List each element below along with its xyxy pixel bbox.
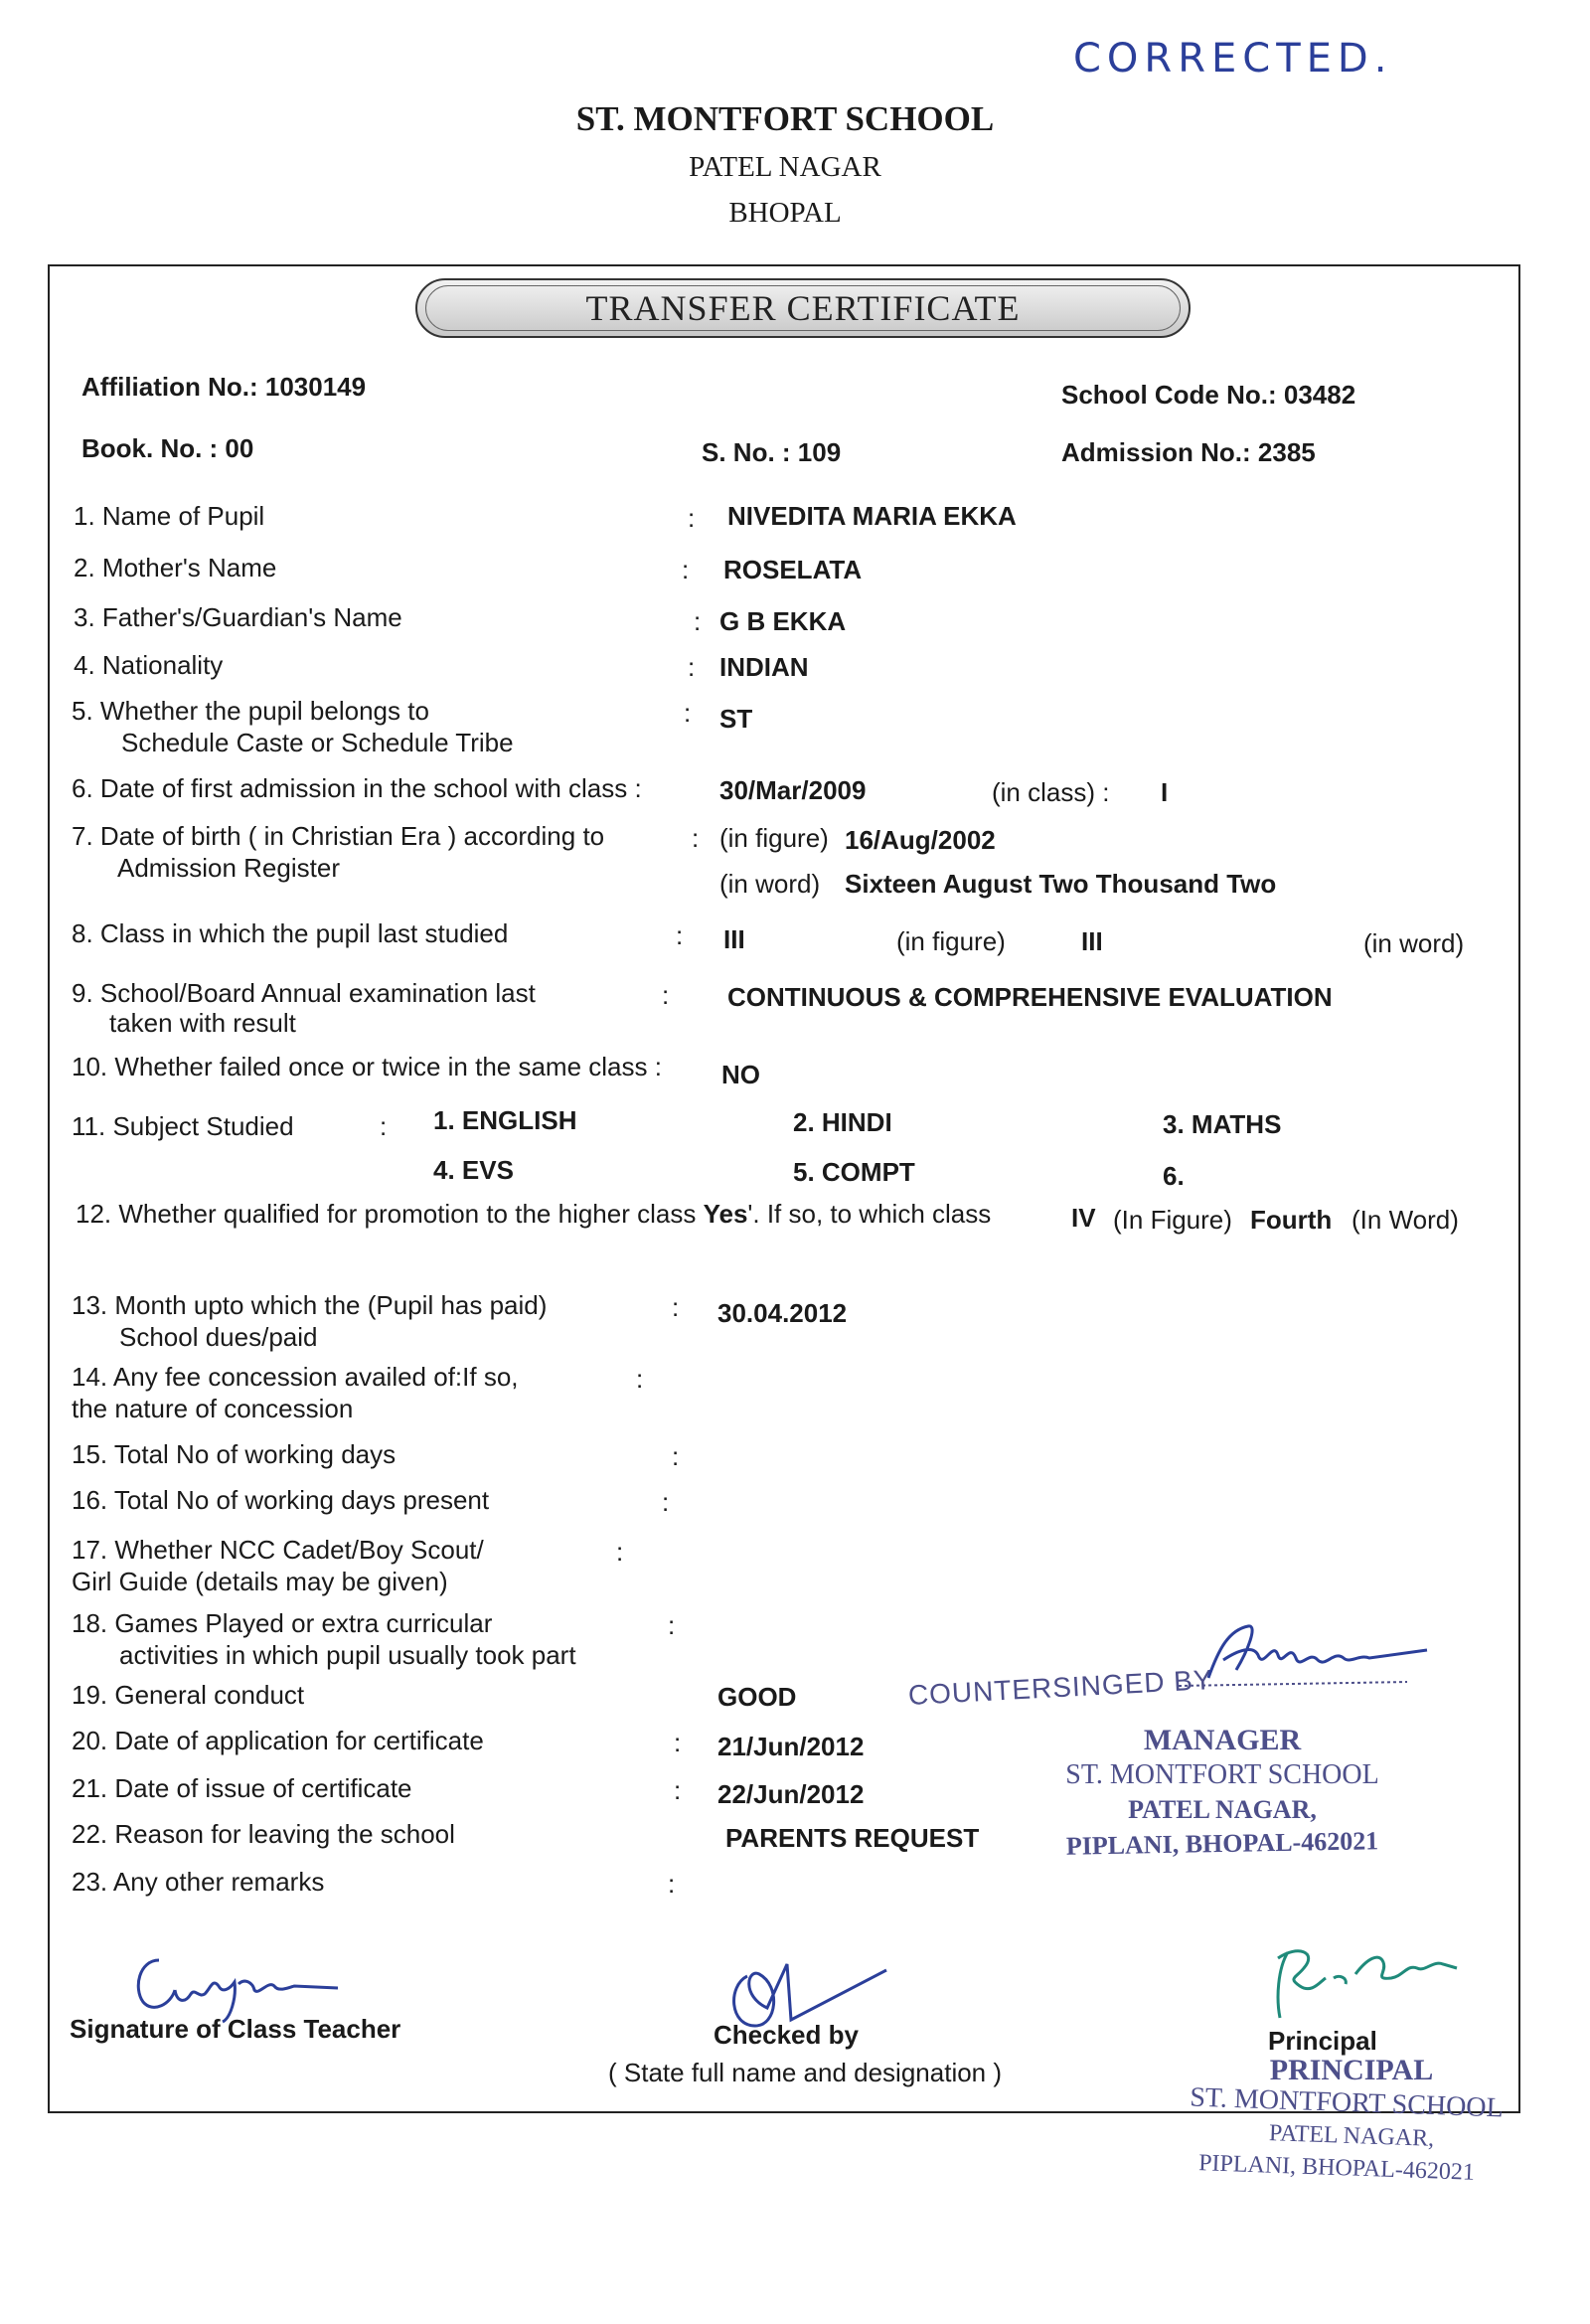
last-class-word: III [1081, 926, 1103, 956]
school-locality: PATEL NAGAR [689, 151, 881, 183]
item-22-label: 22. Reason for leaving the school [72, 1819, 455, 1849]
item-5-label: 5. Whether the pupil belongs to [72, 696, 429, 726]
serial-number: S. No. : 109 [702, 437, 842, 467]
colon: : [692, 823, 700, 853]
pupil-name: NIVEDITA MARIA EKKA [727, 501, 1017, 531]
admission-class-label: (in class) : [992, 777, 1110, 807]
colon: : [674, 1775, 682, 1805]
principal-stamp-area: PATEL NAGAR, [1268, 2120, 1435, 2152]
corrected-annotation: CORRECTED. [1073, 36, 1393, 82]
promotion-class-word: Fourth [1250, 1205, 1333, 1235]
item-3-label: 3. Father's/Guardian's Name [74, 602, 402, 632]
item-1-label: 1. Name of Pupil [74, 501, 265, 531]
manager-signature [1179, 1620, 1437, 1700]
item-12-label: 12. Whether qualified for promotion to the higher class [76, 1199, 697, 1229]
colon: : [688, 503, 696, 533]
colon: : [662, 980, 670, 1010]
item-20-label: 20. Date of application for certificate [72, 1726, 484, 1755]
item-9-label: 9. School/Board Annual examination last [72, 978, 536, 1008]
item-15-label: 15. Total No of working days [72, 1439, 397, 1469]
item-12-label-cont: '. If so, to which class [747, 1199, 992, 1229]
item-13-label-line2: School dues/paid [119, 1322, 318, 1352]
item-21-label: 21. Date of issue of certificate [72, 1773, 412, 1803]
colon: : [662, 1487, 670, 1517]
manager-stamp-address: PIPLANI, BHOPAL-462021 [1065, 1826, 1379, 1861]
affiliation-number: Affiliation No.: 1030149 [81, 372, 367, 402]
dues-paid-upto: 30.04.2012 [717, 1298, 848, 1328]
colon: : [672, 1292, 680, 1322]
dob-words: Sixteen August Two Thousand Two [845, 869, 1277, 899]
mother-name: ROSELATA [723, 555, 863, 584]
subject-6: 6. [1163, 1161, 1185, 1191]
certificate-title-banner [415, 278, 1191, 338]
item-19-label: 19. General conduct [72, 1680, 305, 1710]
principal-signature [1248, 1938, 1467, 2028]
last-class-word-label: (in word) [1363, 928, 1465, 958]
exam-result: CONTINUOUS & COMPREHENSIVE EVALUATION [727, 982, 1333, 1012]
certificate-title: TRANSFER CERTIFICATE [585, 288, 1021, 328]
principal-label: Principal [1268, 2026, 1377, 2056]
principal-stamp-title: PRINCIPAL [1269, 2054, 1434, 2086]
item-2-label: 2. Mother's Name [74, 553, 277, 582]
subject-5: 5. COMPT [793, 1157, 915, 1187]
school-code: School Code No.: 03482 [1061, 380, 1356, 410]
subject-1: 1. ENGLISH [433, 1105, 577, 1135]
leaving-reason: PARENTS REQUEST [725, 1823, 980, 1853]
item-11-label: 11. Subject Studied [72, 1111, 294, 1141]
item-16-label: 16. Total No of working days present [72, 1485, 490, 1515]
item-17-label-line2: Girl Guide (details may be given) [72, 1567, 448, 1596]
failed-status: NO [721, 1060, 760, 1089]
dob-figure-label: (in figure) [719, 823, 829, 853]
colon: : [380, 1111, 388, 1141]
colon: : [694, 606, 702, 636]
item-8-label: 8. Class in which the pupil last studied [72, 918, 509, 948]
school-name: ST. MONTFORT SCHOOL [575, 99, 995, 138]
colon: : [668, 1869, 676, 1899]
promotion-figure-label: (In Figure) [1113, 1205, 1232, 1235]
item-12-line [76, 1199, 991, 1230]
item-14-label: 14. Any fee concession availed of:If so, [72, 1362, 519, 1392]
item-7-label-line2: Admission Register [117, 853, 340, 883]
promotion-class-figure: IV [1071, 1203, 1096, 1233]
item-10-label: 10. Whether failed once or twice in the same class : [72, 1052, 662, 1081]
application-date: 21/Jun/2012 [717, 1732, 865, 1761]
issue-date: 22/Jun/2012 [717, 1779, 865, 1809]
item-7-label: 7. Date of birth ( in Christian Era ) according to [72, 821, 605, 851]
item-13-label: 13. Month upto which the (Pupil has paid) [72, 1290, 548, 1320]
school-city: BHOPAL [728, 197, 842, 229]
colon: : [668, 1610, 676, 1640]
item-18-label-line2: activities in which pupil usually took part [119, 1640, 576, 1670]
dob-word-label: (in word) [719, 869, 821, 899]
promotion-word-label: (In Word) [1352, 1205, 1459, 1235]
checked-by-note: ( State full name and designation ) [608, 2058, 1003, 2087]
manager-stamp-title: MANAGER [1143, 1724, 1302, 1756]
manager-stamp-area: PATEL NAGAR, [1128, 1795, 1317, 1824]
last-class-figure: III [723, 924, 745, 954]
book-number: Book. No. : 00 [81, 433, 254, 463]
item-6-label: 6. Date of first admission in the school with class : [72, 773, 642, 803]
colon: : [688, 652, 696, 682]
colon: : [616, 1537, 624, 1567]
item-9-label-line2: taken with result [109, 1008, 296, 1038]
class-teacher-label: Signature of Class Teacher [70, 2014, 401, 2044]
item-18-label: 18. Games Played or extra curricular [72, 1608, 493, 1638]
caste-category: ST [719, 704, 753, 734]
checked-by-label: Checked by [714, 2020, 859, 2050]
promotion-answer: Yes [703, 1199, 748, 1229]
general-conduct: GOOD [717, 1682, 797, 1712]
first-admission-date: 30/Mar/2009 [719, 775, 867, 805]
father-name: G B EKKA [719, 606, 847, 636]
colon: : [676, 920, 684, 950]
colon: : [636, 1364, 644, 1394]
countersigned-stamp-text: COUNTERSINGED BY [907, 1663, 1214, 1711]
colon: : [672, 1441, 680, 1471]
manager-stamp-school: ST. MONTFORT SCHOOL [1065, 1759, 1379, 1790]
principal-stamp-address: PIPLANI, BHOPAL-462021 [1197, 2150, 1476, 2186]
subject-4: 4. EVS [433, 1155, 514, 1185]
item-14-label-line2: the nature of concession [72, 1394, 354, 1423]
last-class-figure-label: (in figure) [896, 926, 1006, 956]
principal-stamp-school: ST. MONTFORT SCHOOL [1189, 2081, 1505, 2124]
item-23-label: 23. Any other remarks [72, 1867, 325, 1897]
item-4-label: 4. Nationality [74, 650, 224, 680]
colon: : [682, 555, 690, 584]
subject-2: 2. HINDI [793, 1107, 892, 1137]
subject-3: 3. MATHS [1163, 1109, 1282, 1139]
admission-number: Admission No.: 2385 [1061, 437, 1316, 467]
item-5-label-line2: Schedule Caste or Schedule Tribe [121, 728, 514, 757]
colon: : [674, 1728, 682, 1757]
nationality: INDIAN [719, 652, 809, 682]
dob-figure: 16/Aug/2002 [845, 825, 996, 855]
item-17-label: 17. Whether NCC Cadet/Boy Scout/ [72, 1535, 484, 1565]
admission-class: I [1161, 777, 1169, 807]
colon: : [684, 698, 692, 728]
